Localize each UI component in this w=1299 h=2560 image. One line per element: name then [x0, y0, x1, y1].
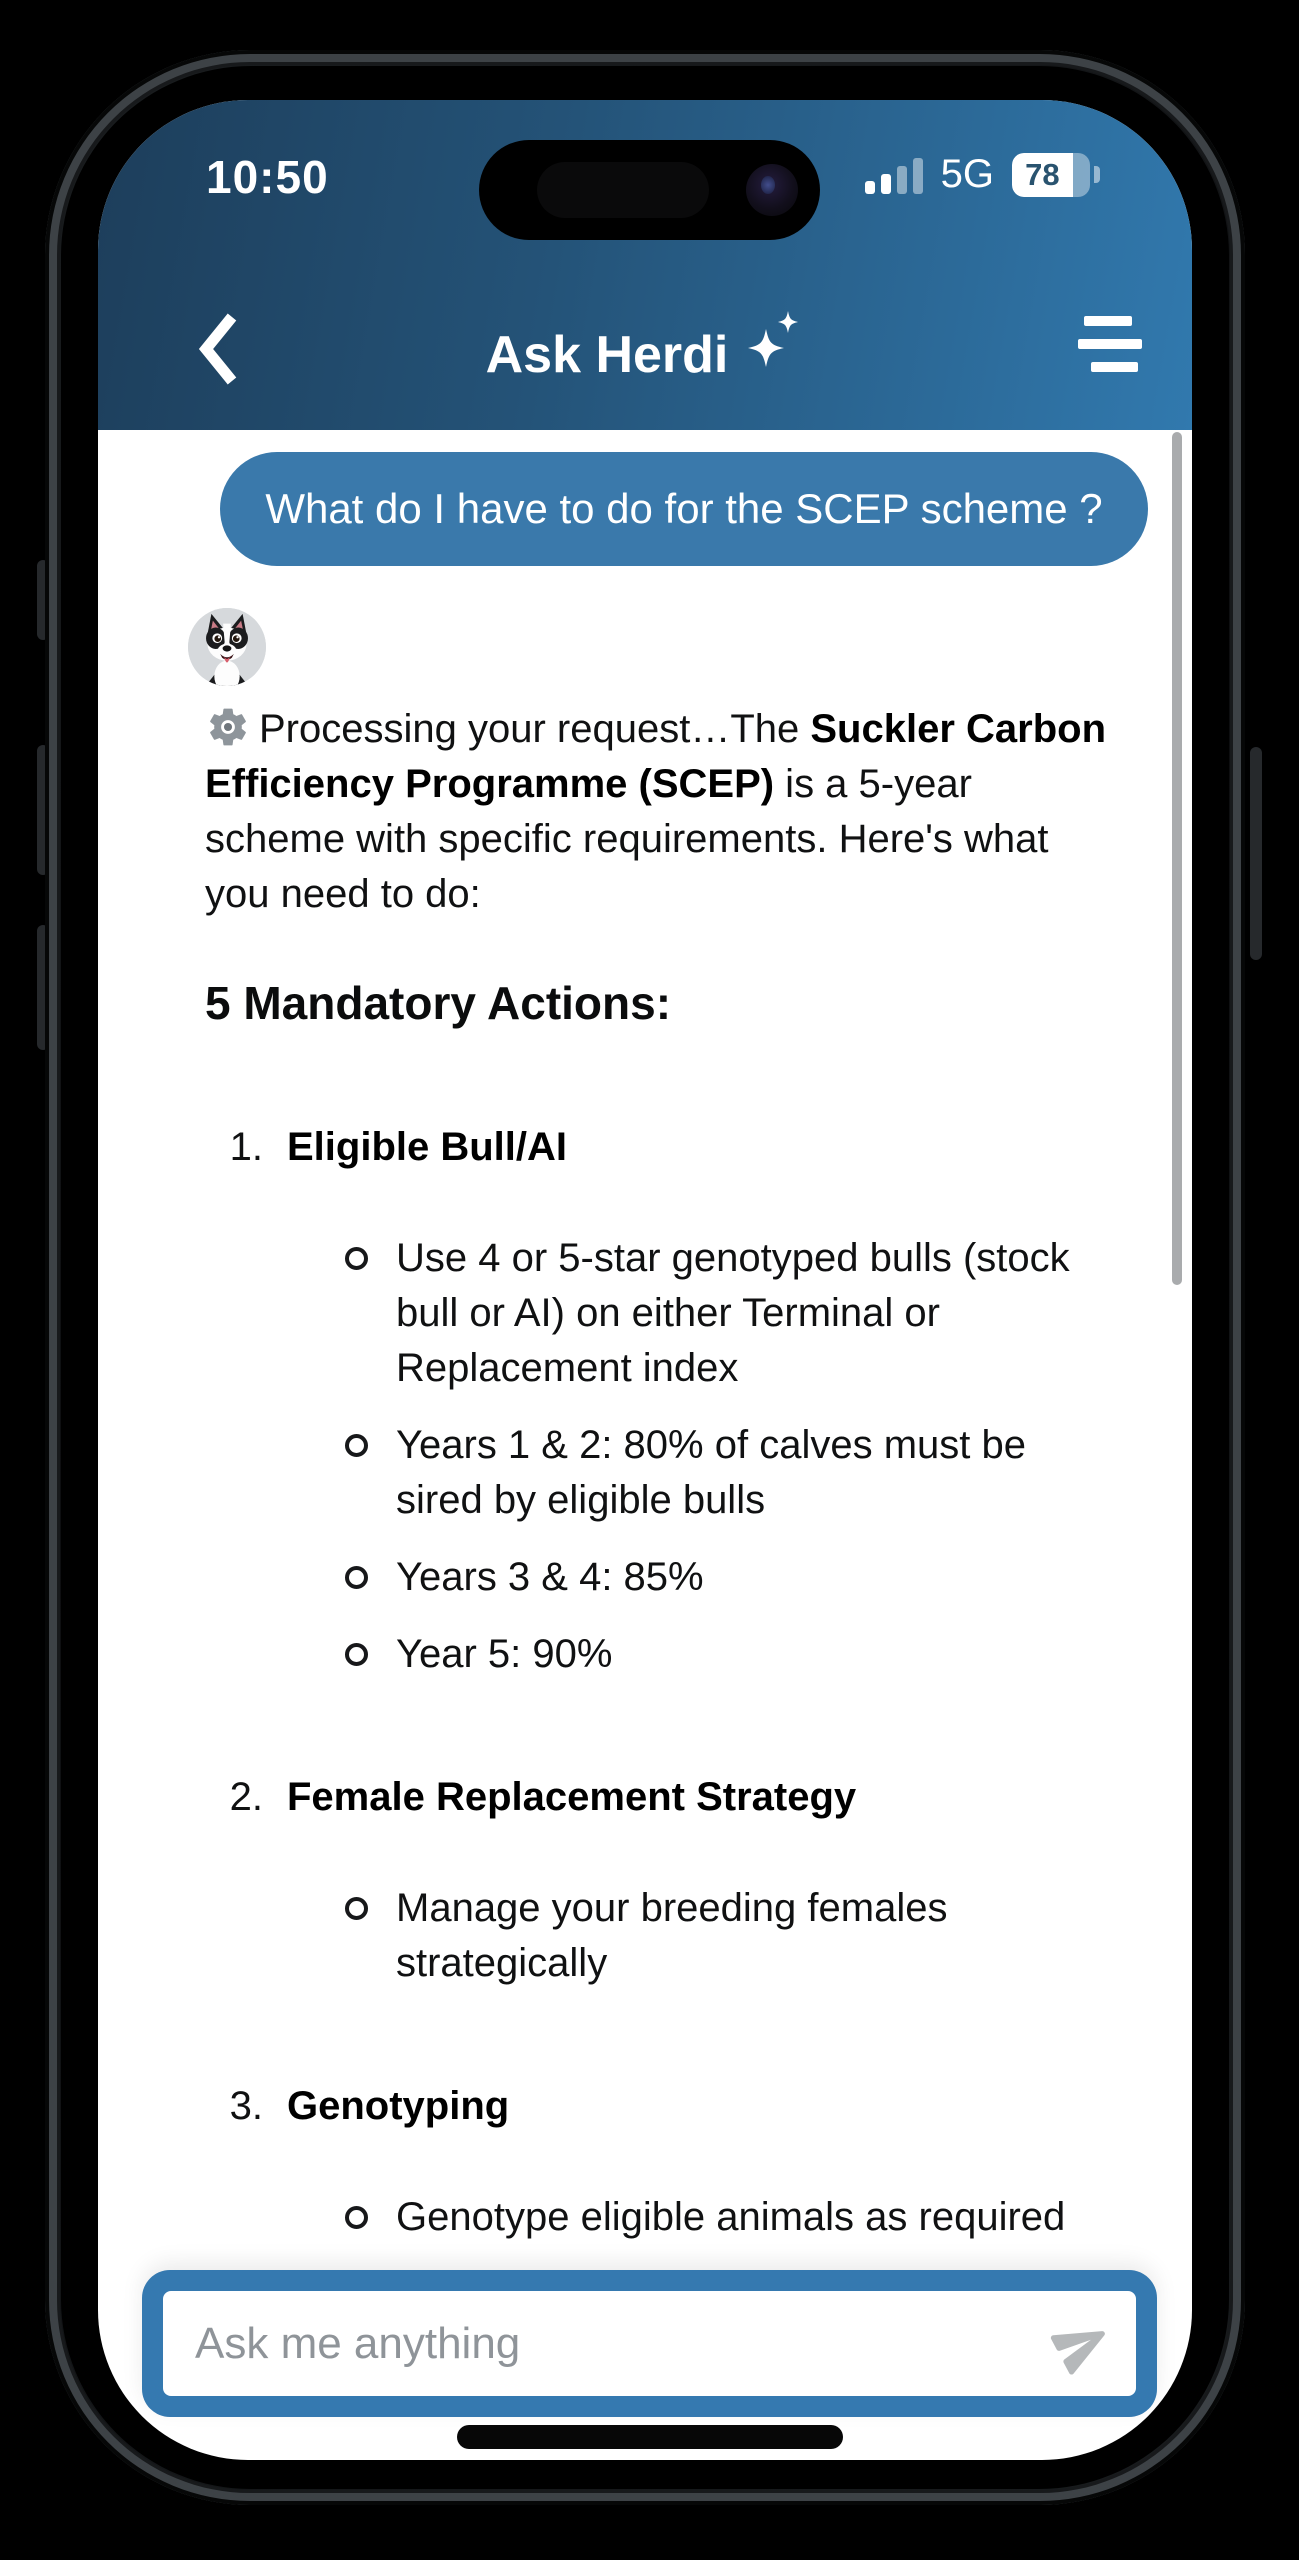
sparkles-icon	[742, 307, 804, 377]
bot-intro-bold: Suckler Carbon Efficiency Programme (SCEP)	[205, 707, 1107, 806]
open-circle-bullet-icon	[345, 1247, 368, 1270]
speaker-slot	[537, 162, 709, 218]
page-title-text: Ask Herdi	[485, 326, 729, 384]
bullet-text: Use 4 or 5-star genotyped bulls (stock bull or AI) on either Terminal or Replacement index	[396, 1236, 1070, 1390]
action-number: 3.	[229, 2084, 263, 2128]
send-button[interactable]	[1052, 2313, 1114, 2375]
actions-list	[205, 1120, 1113, 2388]
message-input-wrap	[163, 2291, 1136, 2396]
paper-plane-icon	[1041, 2302, 1125, 2386]
home-indicator[interactable]	[457, 2425, 843, 2449]
open-circle-bullet-icon	[345, 1434, 368, 1457]
battery-icon	[1012, 153, 1090, 197]
action-number: 1.	[229, 1125, 263, 1169]
front-camera-icon	[746, 164, 798, 216]
bot-intro-prefix: Processing your request…The	[259, 707, 811, 751]
network-type-label: 5G	[940, 152, 994, 196]
status-time: 10:50	[206, 151, 329, 203]
message-input[interactable]	[163, 2319, 1052, 2369]
action-number: 2.	[229, 1775, 263, 1819]
scrollbar[interactable]	[1172, 432, 1182, 1285]
bot-intro-rest: is a 5-year scheme with specific requirements. Here's what you need to do:	[205, 762, 1049, 916]
bullet-text: Genotype eligible animals as required	[396, 2195, 1066, 2239]
gear-icon	[205, 704, 251, 750]
bullet-text: Year 5: 90%	[396, 1632, 613, 1676]
dynamic-island	[479, 140, 820, 240]
action-title: Female Replacement Strategy	[287, 1775, 857, 1819]
action-item	[205, 1770, 1113, 1991]
bot-message	[205, 702, 1113, 2388]
user-message-text: What do I have to do for the SCEP scheme ?	[265, 485, 1103, 532]
action-bullet	[345, 1418, 1113, 1528]
open-circle-bullet-icon	[345, 1643, 368, 1666]
menu-button[interactable]	[1078, 315, 1142, 385]
signal-strength-icon	[865, 156, 923, 194]
action-bullet	[345, 1627, 1113, 1682]
action-item	[205, 1120, 1113, 1682]
battery-percent: 78	[1025, 156, 1060, 192]
action-title: Eligible Bull/AI	[287, 1125, 568, 1169]
open-circle-bullet-icon	[345, 1566, 368, 1589]
page-title	[98, 295, 1192, 415]
status-icons	[865, 152, 1100, 197]
bullet-text: Manage your breeding females strategically	[396, 1886, 948, 1985]
section-heading: 5 Mandatory Actions:	[205, 977, 672, 1029]
app-header	[98, 100, 1192, 430]
action-title: Genotyping	[287, 2084, 510, 2128]
hamburger-icon	[1084, 316, 1132, 326]
bot-avatar	[188, 608, 266, 686]
action-bullet	[345, 1231, 1113, 1396]
composer-bar	[142, 2270, 1157, 2417]
open-circle-bullet-icon	[345, 2206, 368, 2229]
action-bullet	[345, 2190, 1113, 2245]
action-bullet	[345, 1550, 1113, 1605]
action-item	[205, 2079, 1113, 2245]
power-button[interactable]	[1250, 747, 1262, 960]
battery-cap	[1094, 166, 1100, 183]
bullet-text: Years 3 & 4: 85%	[396, 1555, 704, 1599]
herdi-dog-avatar-icon	[188, 608, 266, 686]
phone-screen	[98, 100, 1192, 2460]
action-bullet	[345, 1881, 1113, 1991]
user-message-bubble	[220, 452, 1148, 566]
phone-frame	[45, 50, 1245, 2505]
open-circle-bullet-icon	[345, 1897, 368, 1920]
bullet-text: Years 1 & 2: 80% of calves must be sired by eligible bulls	[396, 1423, 1026, 1522]
bot-intro-paragraph	[205, 702, 1113, 922]
nav-bar	[98, 295, 1192, 415]
